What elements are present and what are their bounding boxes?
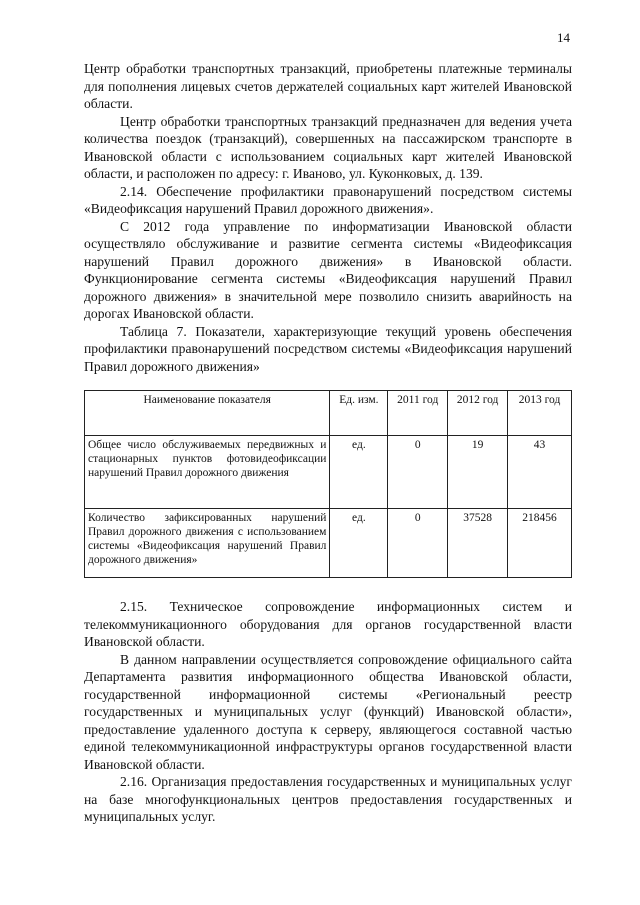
paragraph: 2.14. Обеспечение профилактики правонарушений посредством системы «Видеофиксация нарушений Правил дорожного движения». [84, 183, 572, 216]
paragraph: 2.16. Организация предоставления государственных и муниципальных услуг на базе многофункциональных центров предоставления государственных и муниципальных услуг. [84, 774, 572, 824]
table-header-row [85, 391, 572, 436]
paragraph: В данном направлении осуществляется сопровождение официального сайта Департамента развития информационного общества Ивановской области, государственной информационной системы «Региональный реестр государственных и муниципальных услуг (функций) Ивановской области», предоставление удаленного доступа к серверу, являющегося составной частью единой телекоммуникационной инфраструктуры органов государственной власти Ивановской области. [84, 651, 572, 772]
header-unit: Ед. изм. [330, 391, 388, 436]
header-2012: 2012 год [448, 391, 508, 436]
header-2013: 2013 год [508, 391, 572, 436]
text-block-top [84, 60, 572, 375]
cell-unit: ед. [330, 509, 388, 578]
paragraph: Центр обработки транспортных транзакций, приобретены платежные терминалы для пополнения лицевых счетов держателей социальных карт жителей Ивановской области. [84, 61, 572, 111]
header-2011: 2011 год [388, 391, 448, 436]
table-row [85, 509, 572, 578]
cell-2013: 218456 [508, 509, 572, 578]
text-block-bottom [84, 598, 572, 826]
cell-2012: 37528 [448, 509, 508, 578]
page-number: 14 [557, 30, 570, 45]
header-indicator-name: Наименование показателя [85, 391, 330, 436]
cell-2012: 19 [448, 436, 508, 509]
indicators-table [84, 390, 572, 578]
cell-2011: 0 [388, 436, 448, 509]
cell-indicator-name: Количество зафиксированных нарушений Правил дорожного движения с использованием системы «Видеофиксация нарушений Правил дорожного движения» [85, 509, 330, 578]
table-caption: Таблица 7. Показатели, характеризующие текущий уровень обеспечения профилактики правонарушений посредством системы «Видеофиксация нарушений Правил дорожного движения» [84, 323, 572, 374]
cell-indicator-name: Общее число обслуживаемых передвижных и стационарных пунктов фотовидеофиксации нарушений Правил дорожного движения [85, 436, 330, 509]
cell-unit: ед. [330, 436, 388, 509]
cell-2011: 0 [388, 509, 448, 578]
paragraph: С 2012 года управление по информатизации Ивановской области осуществляло обслуживание и развитие сегмента системы «Видеофиксация нарушений Правил дорожного движения» в Ивановской области. Функционирование сегмента системы «Видеофиксация нарушений Правил дорожного движения» в значительной мере позволило снизить аварийность на дорогах Ивановской области. [84, 218, 572, 321]
cell-2013: 43 [508, 436, 572, 509]
table-row [85, 436, 572, 509]
paragraph: 2.15. Техническое сопровождение информационных систем и телекоммуникационного оборудования для органов государственной власти Ивановской области. [84, 599, 572, 649]
paragraph: Центр обработки транспортных транзакций предназначен для ведения учета количества поездок (транзакций), совершенных на пассажирском транспорте в Ивановской области с использованием социальных карт жителей Ивановской области, и расположен по адресу: г. Иваново, ул. Куконковых, д. 139. [84, 113, 572, 181]
